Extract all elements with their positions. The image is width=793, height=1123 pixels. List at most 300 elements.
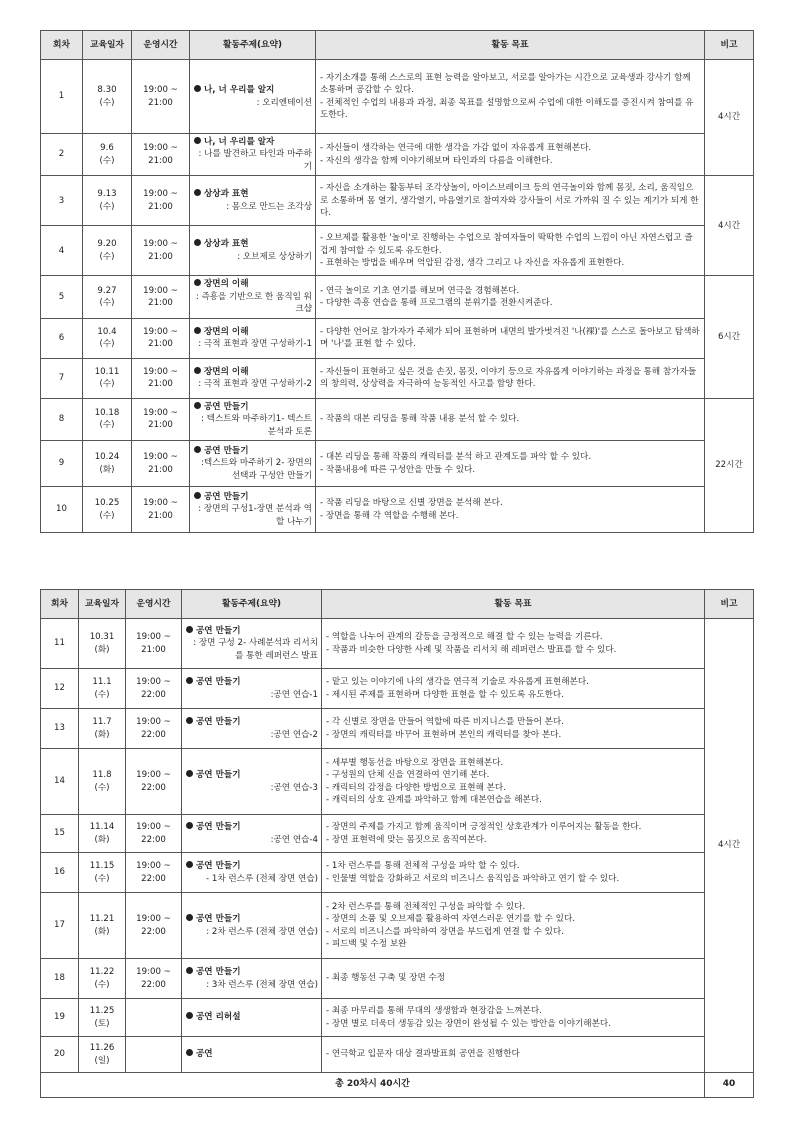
bullet-dot-icon bbox=[186, 717, 193, 724]
session-goals bbox=[322, 1037, 705, 1073]
goal-line: - 작품 리딩을 바탕으로 신별 장면을 분석해 본다. bbox=[320, 498, 503, 509]
bullet-dot-icon bbox=[186, 770, 193, 777]
topic-title: 공연 만들기 bbox=[196, 770, 241, 781]
session-time bbox=[126, 1037, 182, 1073]
bullet-dot-icon bbox=[186, 677, 193, 684]
bullet-dot-icon bbox=[194, 446, 201, 453]
session-time-end: 21:00 bbox=[148, 420, 173, 431]
goal-line: - 장면 표현력에 맞는 몸짓으로 움직여본다. bbox=[326, 834, 487, 845]
session-time bbox=[132, 134, 190, 176]
bullet-dot-icon bbox=[194, 137, 201, 144]
topic-title-line bbox=[194, 278, 312, 290]
goal-line: - 자신들이 표현하고 싶은 것을 손짓, 몸짓, 이야기 등으로 자유롭게 이야기하는 과정을 통해 참가자들의 창의력, 상상력을 자극하여 능동적인 사고를 함양 한다. bbox=[320, 366, 697, 390]
topic-title: 공연 만들기 bbox=[204, 491, 249, 502]
topic-title: 공연 만들기 bbox=[204, 401, 249, 412]
session-day: (수) bbox=[99, 201, 115, 212]
bullet-dot-icon bbox=[186, 861, 193, 868]
session-date bbox=[83, 176, 132, 226]
session-time-start: 19:00 ~ bbox=[143, 498, 178, 509]
table-header-row bbox=[41, 590, 754, 619]
session-topic bbox=[190, 318, 316, 358]
session-day: (수) bbox=[94, 873, 110, 884]
session-goals bbox=[322, 619, 705, 669]
topic-subtitle: : 장면 구성 2- 사례분석과 리서치를 통한 레퍼런스 발표 bbox=[193, 638, 318, 661]
table-row bbox=[41, 398, 754, 440]
session-time bbox=[132, 60, 190, 134]
bullet-dot-icon bbox=[194, 85, 201, 92]
session-number: 5 bbox=[41, 276, 83, 318]
session-number: 12 bbox=[41, 669, 79, 709]
table-row bbox=[41, 709, 754, 749]
session-time-end: 22:00 bbox=[141, 689, 166, 700]
session-time-start: 19:00 ~ bbox=[136, 770, 171, 781]
session-number: 16 bbox=[41, 853, 79, 893]
bullet-dot-icon bbox=[186, 822, 193, 829]
goal-line: - 작품내용에 따른 구성안을 만들 수 있다. bbox=[320, 464, 476, 475]
session-day: (화) bbox=[99, 464, 115, 475]
goal-line: - 제시된 주제를 표현하며 다양한 표현을 할 수 있도록 유도한다. bbox=[326, 689, 564, 700]
goal-line: - 작품과 비슷한 다양한 사례 및 작품을 리서치 해 레퍼런스 발표를 할 수 있다. bbox=[326, 644, 617, 655]
session-topic bbox=[190, 134, 316, 176]
session-day: (수) bbox=[99, 155, 115, 166]
goal-line: - 전체적인 수업의 내용과 과정, 최종 목표를 설명함으로써 수업에 대한 이해도를 증진시켜 참여를 유도한다. bbox=[320, 97, 694, 120]
goal-line: - 대본 리딩을 통해 작품의 캐릭터를 분석 하고 관계도를 파악 할 수 있다. bbox=[320, 452, 592, 463]
session-time-start: 19:00 ~ bbox=[143, 326, 178, 337]
session-time-start: 19:00 ~ bbox=[143, 285, 178, 296]
topic-title-line bbox=[194, 366, 312, 378]
session-date bbox=[79, 749, 126, 815]
session-day: (수) bbox=[99, 251, 115, 262]
topic-subtitle: :텍스트와 마주하기 2- 장면의 선택과 구성안 만들기 bbox=[201, 458, 312, 481]
table-row bbox=[41, 60, 754, 134]
topic-title: 공연 만들기 bbox=[204, 445, 249, 456]
session-topic bbox=[182, 709, 322, 749]
bullet-dot-icon bbox=[194, 279, 201, 286]
table-row bbox=[41, 959, 754, 999]
table-row bbox=[41, 893, 754, 959]
table-row bbox=[41, 226, 754, 276]
goal-line: - 피드백 및 수정 보완 bbox=[326, 938, 407, 949]
topic-title-line bbox=[186, 716, 318, 728]
session-date-value: 11.25 bbox=[89, 1006, 115, 1017]
table-row bbox=[41, 815, 754, 853]
table-row bbox=[41, 358, 754, 398]
session-goals bbox=[316, 441, 705, 487]
hours-note: 4시간 bbox=[705, 619, 754, 1073]
session-day: (수) bbox=[94, 689, 110, 700]
session-time-end: 21:00 bbox=[148, 464, 173, 475]
session-date bbox=[83, 226, 132, 276]
session-time-start: 19:00 ~ bbox=[143, 239, 178, 250]
topic-title: 공연 리허설 bbox=[196, 1012, 241, 1023]
session-goals bbox=[322, 669, 705, 709]
session-time-start: 19:00 ~ bbox=[143, 452, 178, 463]
header-note: 비고 bbox=[705, 31, 754, 60]
topic-title-line bbox=[194, 136, 312, 148]
topic-title: 상상과 표현 bbox=[204, 189, 249, 200]
table-row bbox=[41, 276, 754, 318]
topic-title-line bbox=[194, 238, 312, 250]
topic-title: 장면의 이해 bbox=[204, 279, 249, 290]
session-date-value: 11.26 bbox=[89, 1043, 115, 1054]
session-time bbox=[126, 749, 182, 815]
topic-subtitle: : 2차 런스루 (전체 장면 연습) bbox=[206, 926, 318, 937]
goal-line: - 캐릭터의 상호 관계를 파악하고 함께 대본연습을 해본다. bbox=[326, 794, 542, 805]
session-date bbox=[83, 398, 132, 440]
goal-line: - 다양한 즉흥 연습을 통해 프로그램의 분위기를 전환시켜준다. bbox=[320, 298, 553, 309]
session-goals bbox=[316, 276, 705, 318]
topic-subtitle: : 극적 표현과 장면 구성하기-2 bbox=[198, 379, 312, 390]
table-row bbox=[41, 749, 754, 815]
session-goals bbox=[316, 134, 705, 176]
session-time-start: 19:00 ~ bbox=[136, 861, 171, 872]
session-topic bbox=[182, 999, 322, 1037]
header-no: 회차 bbox=[41, 590, 79, 619]
session-goals bbox=[322, 893, 705, 959]
session-day: (화) bbox=[94, 729, 110, 740]
session-time bbox=[132, 358, 190, 398]
total-row bbox=[41, 1073, 754, 1098]
session-time bbox=[126, 669, 182, 709]
topic-title-line bbox=[186, 676, 318, 688]
session-time-end: 21:00 bbox=[148, 155, 173, 166]
topic-title-line bbox=[194, 84, 312, 96]
session-goals bbox=[316, 226, 705, 276]
session-topic bbox=[182, 815, 322, 853]
session-topic bbox=[190, 60, 316, 134]
header-topic: 활동주제(요약) bbox=[190, 31, 316, 60]
header-date: 교육일자 bbox=[83, 31, 132, 60]
session-date-value: 11.1 bbox=[92, 677, 112, 688]
bullet-dot-icon bbox=[194, 402, 201, 409]
topic-title-line bbox=[186, 821, 318, 833]
header-time: 운영시간 bbox=[132, 31, 190, 60]
session-day: (화) bbox=[94, 644, 110, 655]
goal-line: - 표현하는 방법을 배우며 억압된 감정, 생각 그리고 나 자신을 자유롭게 표현한다. bbox=[320, 258, 625, 269]
topic-subtitle: : 오리엔테이션 bbox=[256, 97, 312, 108]
topic-title-line bbox=[194, 326, 312, 338]
session-number: 7 bbox=[41, 358, 83, 398]
session-time bbox=[132, 176, 190, 226]
session-date-value: 11.15 bbox=[89, 861, 115, 872]
session-date-value: 10.11 bbox=[94, 366, 120, 377]
bullet-dot-icon bbox=[186, 967, 193, 974]
session-goals bbox=[322, 999, 705, 1037]
topic-subtitle: : 장면의 구성1-장면 분석과 역할 나누기 bbox=[198, 504, 312, 527]
topic-title-line bbox=[194, 188, 312, 200]
topic-title-line bbox=[194, 401, 312, 413]
session-date bbox=[79, 709, 126, 749]
table-row bbox=[41, 318, 754, 358]
session-date bbox=[83, 60, 132, 134]
topic-title: 장면의 이해 bbox=[204, 326, 249, 337]
session-number: 19 bbox=[41, 999, 79, 1037]
session-topic bbox=[182, 893, 322, 959]
topic-title: 공연 만들기 bbox=[196, 861, 241, 872]
topic-subtitle: : 텍스트와 마주하기1- 텍스트 분석과 토론 bbox=[201, 414, 312, 437]
topic-title-line bbox=[186, 769, 318, 781]
table-row bbox=[41, 669, 754, 709]
header-time: 운영시간 bbox=[126, 590, 182, 619]
session-time bbox=[132, 441, 190, 487]
session-day: (수) bbox=[99, 298, 115, 309]
session-time-start: 19:00 ~ bbox=[136, 632, 171, 643]
session-date-value: 10.24 bbox=[94, 452, 120, 463]
goal-line: - 장면을 통해 각 역할을 수행해 본다. bbox=[320, 510, 459, 521]
session-time bbox=[126, 999, 182, 1037]
goal-line: - 오브제를 활용한 '놀이'로 진행하는 수업으로 참여자들이 딱딱한 수업의 느낌이 아닌 자연스럽고 즐겁게 참여할 수 있도록 유도한다. bbox=[320, 233, 693, 256]
session-goals bbox=[322, 959, 705, 999]
session-date bbox=[79, 619, 126, 669]
header-goal: 활동 목표 bbox=[316, 31, 705, 60]
session-number: 11 bbox=[41, 619, 79, 669]
table-row bbox=[41, 176, 754, 226]
goal-line: - 장면의 주제를 가지고 함께 움직이며 긍정적인 상호관계가 이루어지는 활동을 한다. bbox=[326, 822, 642, 833]
session-time-end: 21:00 bbox=[148, 298, 173, 309]
schedule-table-1 bbox=[40, 30, 754, 533]
goal-line: - 인물별 역할을 강화하고 서로의 비즈니스 움직임을 파악하고 연기 할 수 있다. bbox=[326, 873, 620, 884]
session-number: 6 bbox=[41, 318, 83, 358]
session-time-end: 21:00 bbox=[148, 339, 173, 350]
topic-title-line bbox=[186, 860, 318, 872]
topic-title: 공연 bbox=[196, 1049, 213, 1060]
topic-subtitle: :공연 연습-4 bbox=[270, 834, 318, 845]
session-goals bbox=[316, 176, 705, 226]
session-date bbox=[83, 487, 132, 533]
topic-title-line bbox=[186, 966, 318, 978]
session-number: 4 bbox=[41, 226, 83, 276]
bullet-dot-icon bbox=[186, 1012, 193, 1019]
schedule-table-2 bbox=[40, 589, 754, 1098]
session-day: (수) bbox=[99, 97, 115, 108]
session-time-start: 19:00 ~ bbox=[136, 967, 171, 978]
session-time-end: 21:00 bbox=[148, 251, 173, 262]
bullet-dot-icon bbox=[194, 492, 201, 499]
session-date-value: 10.18 bbox=[94, 407, 120, 418]
session-time-start: 19:00 ~ bbox=[143, 189, 178, 200]
session-day: (수) bbox=[99, 510, 115, 521]
goal-line: - 캐릭터의 감정을 다양한 방법으로 표현해 본다. bbox=[326, 782, 506, 793]
session-time bbox=[126, 815, 182, 853]
goal-line: - 각 신별로 장면을 만들어 역할에 따른 비지니스를 만들어 본다. bbox=[326, 717, 564, 728]
session-day: (수) bbox=[99, 379, 115, 390]
session-topic bbox=[182, 959, 322, 999]
session-time-start: 19:00 ~ bbox=[143, 366, 178, 377]
session-topic bbox=[190, 358, 316, 398]
topic-title-line bbox=[186, 1011, 318, 1023]
session-goals bbox=[316, 487, 705, 533]
topic-title-line bbox=[186, 1048, 318, 1060]
goal-line: - 자신의 생각을 함께 이야기해보며 타인과의 다름을 이해한다. bbox=[320, 155, 553, 166]
session-time bbox=[132, 276, 190, 318]
session-date-value: 8.30 bbox=[97, 85, 117, 96]
session-time bbox=[132, 487, 190, 533]
goal-line: - 역할을 나누어 관계의 갈등을 긍정적으로 해결 할 수 있는 능력을 기른다. bbox=[326, 632, 603, 643]
topic-title: 공연 만들기 bbox=[196, 967, 241, 978]
session-number: 3 bbox=[41, 176, 83, 226]
goal-line: - 자신을 소개하는 활동부터 조각상놀이, 아이스브레이크 등의 연극놀이와 함께 몸짓, 소리, 움직임으로 소통하며 몸 열기, 생각열기, 마음열기로 참여자와 강사들이 서로 가까워 질 수 있는 계기가 되게 한다. bbox=[320, 183, 699, 219]
topic-subtitle: :공연 연습-3 bbox=[270, 782, 318, 793]
goal-line: - 장면 별로 더욱더 생동감 있는 장면이 완성될 수 있는 방안을 이야기해본다. bbox=[326, 1018, 611, 1029]
topic-subtitle: : 나를 발견하고 타인과 마주하기 bbox=[198, 149, 312, 172]
goal-line: - 최종 행동선 구축 및 장면 수정 bbox=[326, 973, 446, 984]
bullet-dot-icon bbox=[194, 189, 201, 196]
session-date-value: 11.7 bbox=[92, 717, 112, 728]
session-time-start: 19:00 ~ bbox=[136, 677, 171, 688]
session-time-end: 22:00 bbox=[141, 926, 166, 937]
session-date bbox=[79, 1037, 126, 1073]
session-date-value: 10.31 bbox=[89, 632, 115, 643]
session-number: 9 bbox=[41, 441, 83, 487]
table-header-row bbox=[41, 31, 754, 60]
topic-title: 장면의 이해 bbox=[204, 366, 249, 377]
topic-title-line bbox=[194, 445, 312, 457]
session-time-end: 22:00 bbox=[141, 873, 166, 884]
session-goals bbox=[322, 853, 705, 893]
session-date-value: 11.14 bbox=[89, 822, 115, 833]
goal-line: - 구성원의 단체 신을 연결하여 연기해 본다. bbox=[326, 770, 490, 781]
session-date-value: 9.13 bbox=[97, 189, 117, 200]
session-topic bbox=[190, 276, 316, 318]
topic-subtitle: : 3차 런스루 (전체 장면 연습) bbox=[206, 979, 318, 990]
bullet-dot-icon bbox=[186, 626, 193, 633]
session-time-end: 21:00 bbox=[148, 379, 173, 390]
session-day: (화) bbox=[94, 834, 110, 845]
session-date bbox=[83, 276, 132, 318]
session-time-start: 19:00 ~ bbox=[136, 822, 171, 833]
session-date bbox=[79, 853, 126, 893]
total-label: 총 20차시 40시간 bbox=[41, 1073, 705, 1098]
topic-title: 나, 너 우리를 알자 bbox=[204, 137, 275, 147]
session-date bbox=[79, 999, 126, 1037]
session-time bbox=[126, 959, 182, 999]
topic-title: 공연 만들기 bbox=[196, 717, 241, 728]
session-date-value: 9.27 bbox=[97, 285, 117, 296]
session-day: (수) bbox=[94, 979, 110, 990]
session-number: 8 bbox=[41, 398, 83, 440]
session-time-end: 22:00 bbox=[141, 782, 166, 793]
header-note: 비고 bbox=[705, 590, 754, 619]
header-no: 회차 bbox=[41, 31, 83, 60]
session-topic bbox=[190, 441, 316, 487]
topic-title-line bbox=[186, 913, 318, 925]
goal-line: - 1차 런스루를 통해 전체적 구성을 파악 할 수 있다. bbox=[326, 861, 520, 872]
session-date-value: 10.4 bbox=[97, 326, 117, 337]
total-value: 40 bbox=[705, 1073, 754, 1098]
session-date-value: 9.6 bbox=[100, 143, 114, 154]
goal-line: - 장면의 소품 및 오브제를 활용하여 자연스러운 연기를 할 수 있다. bbox=[326, 914, 575, 925]
topic-title-line bbox=[194, 491, 312, 503]
topic-subtitle: : 오브제로 상상하기 bbox=[237, 251, 312, 262]
hours-note: 4시간 bbox=[705, 60, 754, 176]
table-row bbox=[41, 619, 754, 669]
session-number: 18 bbox=[41, 959, 79, 999]
table-row bbox=[41, 999, 754, 1037]
session-time-start: 19:00 ~ bbox=[143, 407, 178, 418]
session-time bbox=[126, 893, 182, 959]
goal-line: - 연극학교 입문자 대상 결과발표회 공연을 진행한다 bbox=[326, 1049, 520, 1060]
session-date bbox=[83, 134, 132, 176]
topic-subtitle: : 즉흥을 기반으로 한 움직임 워크샵 bbox=[195, 291, 312, 315]
session-time bbox=[132, 398, 190, 440]
hours-note: 6시간 bbox=[705, 276, 754, 398]
topic-title: 나, 너 우리를 알지 bbox=[204, 85, 275, 96]
header-topic: 활동주제(요약) bbox=[182, 590, 322, 619]
bullet-dot-icon bbox=[194, 327, 201, 334]
session-goals bbox=[322, 709, 705, 749]
session-time-end: 22:00 bbox=[141, 834, 166, 845]
session-time-start: 19:00 ~ bbox=[143, 143, 178, 154]
session-number: 13 bbox=[41, 709, 79, 749]
goal-line: - 다양한 언어로 참가자가 주체가 되어 표현하며 내면의 발가벗겨진 '나(裸)'를 스스로 돌아보고 탐색하며 '나'를 표현 할 수 있다. bbox=[320, 326, 700, 350]
session-goals bbox=[322, 749, 705, 815]
session-number: 14 bbox=[41, 749, 79, 815]
table-row bbox=[41, 1037, 754, 1073]
session-time bbox=[126, 619, 182, 669]
topic-title: 공연 만들기 bbox=[196, 914, 241, 925]
topic-title: 공연 만들기 bbox=[196, 625, 241, 636]
session-goals bbox=[322, 815, 705, 853]
session-date-value: 11.8 bbox=[92, 770, 112, 781]
session-goals bbox=[316, 60, 705, 134]
session-date-value: 10.25 bbox=[94, 498, 120, 509]
goal-line: - 연극 놀이로 기초 연기를 해보며 연극을 경험해본다. bbox=[320, 285, 520, 296]
session-date bbox=[83, 318, 132, 358]
session-goals bbox=[316, 358, 705, 398]
goal-line: - 작품의 대본 리딩을 통해 작품 내용 분석 할 수 있다. bbox=[320, 414, 520, 425]
session-topic bbox=[190, 176, 316, 226]
session-day: (화) bbox=[94, 926, 110, 937]
session-time-end: 21:00 bbox=[148, 97, 173, 108]
session-goals bbox=[316, 318, 705, 358]
session-time bbox=[132, 318, 190, 358]
session-number: 20 bbox=[41, 1037, 79, 1073]
session-topic bbox=[190, 487, 316, 533]
topic-subtitle: :공연 연습-1 bbox=[270, 689, 318, 700]
topic-subtitle: :공연 연습-2 bbox=[270, 729, 318, 740]
session-day: (수) bbox=[99, 420, 115, 431]
table-row bbox=[41, 487, 754, 533]
session-time bbox=[132, 226, 190, 276]
topic-title-line bbox=[186, 625, 318, 637]
session-day: (일) bbox=[94, 1055, 110, 1066]
header-date: 교육일자 bbox=[79, 590, 126, 619]
session-goals bbox=[316, 398, 705, 440]
topic-subtitle: - 1차 런스루 (전체 장면 연습) bbox=[206, 873, 318, 884]
session-time-end: 22:00 bbox=[141, 979, 166, 990]
session-time-end: 22:00 bbox=[141, 729, 166, 740]
session-time-end: 21:00 bbox=[141, 644, 166, 655]
session-date-value: 11.21 bbox=[89, 914, 115, 925]
session-date bbox=[83, 441, 132, 487]
session-time bbox=[126, 853, 182, 893]
topic-subtitle: : 몸으로 만드는 조각상 bbox=[226, 201, 312, 212]
bullet-dot-icon bbox=[194, 367, 201, 374]
session-topic bbox=[182, 749, 322, 815]
session-date-value: 11.22 bbox=[89, 967, 115, 978]
goal-line: - 자기소개를 통해 스스로의 표현 능력을 알아보고, 서로를 알아가는 시간으로 교육생과 강사기 함께 소통하며 공감할 수 있다. bbox=[320, 72, 691, 96]
session-number: 10 bbox=[41, 487, 83, 533]
session-day: (수) bbox=[94, 782, 110, 793]
session-date bbox=[79, 669, 126, 709]
goal-line: - 최종 마무리를 통해 무대의 생생함과 현장감을 느껴본다. bbox=[326, 1006, 542, 1017]
table-row bbox=[41, 853, 754, 893]
goal-line: - 자신들이 생각하는 연극에 대한 생각을 가감 없이 자유롭게 표현해본다. bbox=[320, 143, 592, 154]
session-date-value: 9.20 bbox=[97, 239, 117, 250]
session-topic bbox=[182, 669, 322, 709]
topic-title: 상상과 표현 bbox=[204, 239, 249, 250]
goal-line: - 2차 런스루를 통해 전체적인 구성을 파악할 수 있다. bbox=[326, 901, 526, 912]
